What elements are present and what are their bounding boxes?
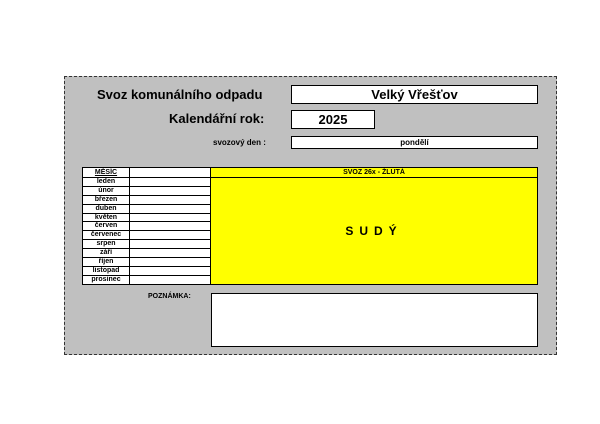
month-cell: červen	[83, 222, 130, 231]
value-cell[interactable]	[130, 214, 211, 223]
value-cell[interactable]	[130, 178, 211, 187]
month-header: MĚSÍC	[83, 168, 130, 178]
day-label: svozový den :	[213, 138, 266, 147]
note-label: POZNÁMKA:	[148, 293, 191, 300]
value-cell[interactable]	[130, 222, 211, 231]
month-cell: prosinec	[83, 276, 130, 285]
schedule-area	[211, 178, 537, 284]
value-cell[interactable]	[130, 240, 211, 249]
table-row	[83, 267, 211, 276]
year-field[interactable]: 2025	[291, 110, 375, 129]
value-cell[interactable]	[130, 196, 211, 205]
note-field[interactable]	[211, 293, 538, 347]
table-row	[83, 249, 211, 258]
month-rows	[83, 178, 211, 284]
month-cell: březen	[83, 196, 130, 205]
table-row	[83, 231, 211, 240]
table-row	[83, 196, 211, 205]
table-row	[83, 205, 211, 214]
schedule-table	[82, 167, 538, 285]
month-cell: únor	[83, 187, 130, 196]
year-label: Kalendářní rok:	[169, 111, 265, 126]
day-field[interactable]: pondělí	[291, 136, 538, 149]
svoz-header: SVOZ 26x - ŽLUTÁ	[211, 168, 537, 178]
month-cell: leden	[83, 178, 130, 187]
value-cell[interactable]	[130, 187, 211, 196]
table-row	[83, 214, 211, 223]
value-cell[interactable]	[130, 267, 211, 276]
value-cell[interactable]	[130, 276, 211, 285]
month-cell: říjen	[83, 258, 130, 267]
value-cell[interactable]	[130, 205, 211, 214]
month-cell: srpen	[83, 240, 130, 249]
month-cell: listopad	[83, 267, 130, 276]
value-cell[interactable]	[130, 231, 211, 240]
month-cell: duben	[83, 205, 130, 214]
month-cell: květen	[83, 214, 130, 223]
table-row	[83, 178, 211, 187]
blank-header	[130, 168, 211, 178]
municipality-field[interactable]: Velký Vřešťov	[291, 85, 538, 104]
value-cell[interactable]	[130, 249, 211, 258]
table-row	[83, 276, 211, 285]
value-cell[interactable]	[130, 258, 211, 267]
table-row	[83, 222, 211, 231]
month-cell: září	[83, 249, 130, 258]
schedule-text: SUDÝ	[345, 224, 403, 238]
table-row	[83, 240, 211, 249]
title-label: Svoz komunálního odpadu	[97, 87, 263, 102]
month-cell: červenec	[83, 231, 130, 240]
table-row	[83, 187, 211, 196]
table-row	[83, 258, 211, 267]
